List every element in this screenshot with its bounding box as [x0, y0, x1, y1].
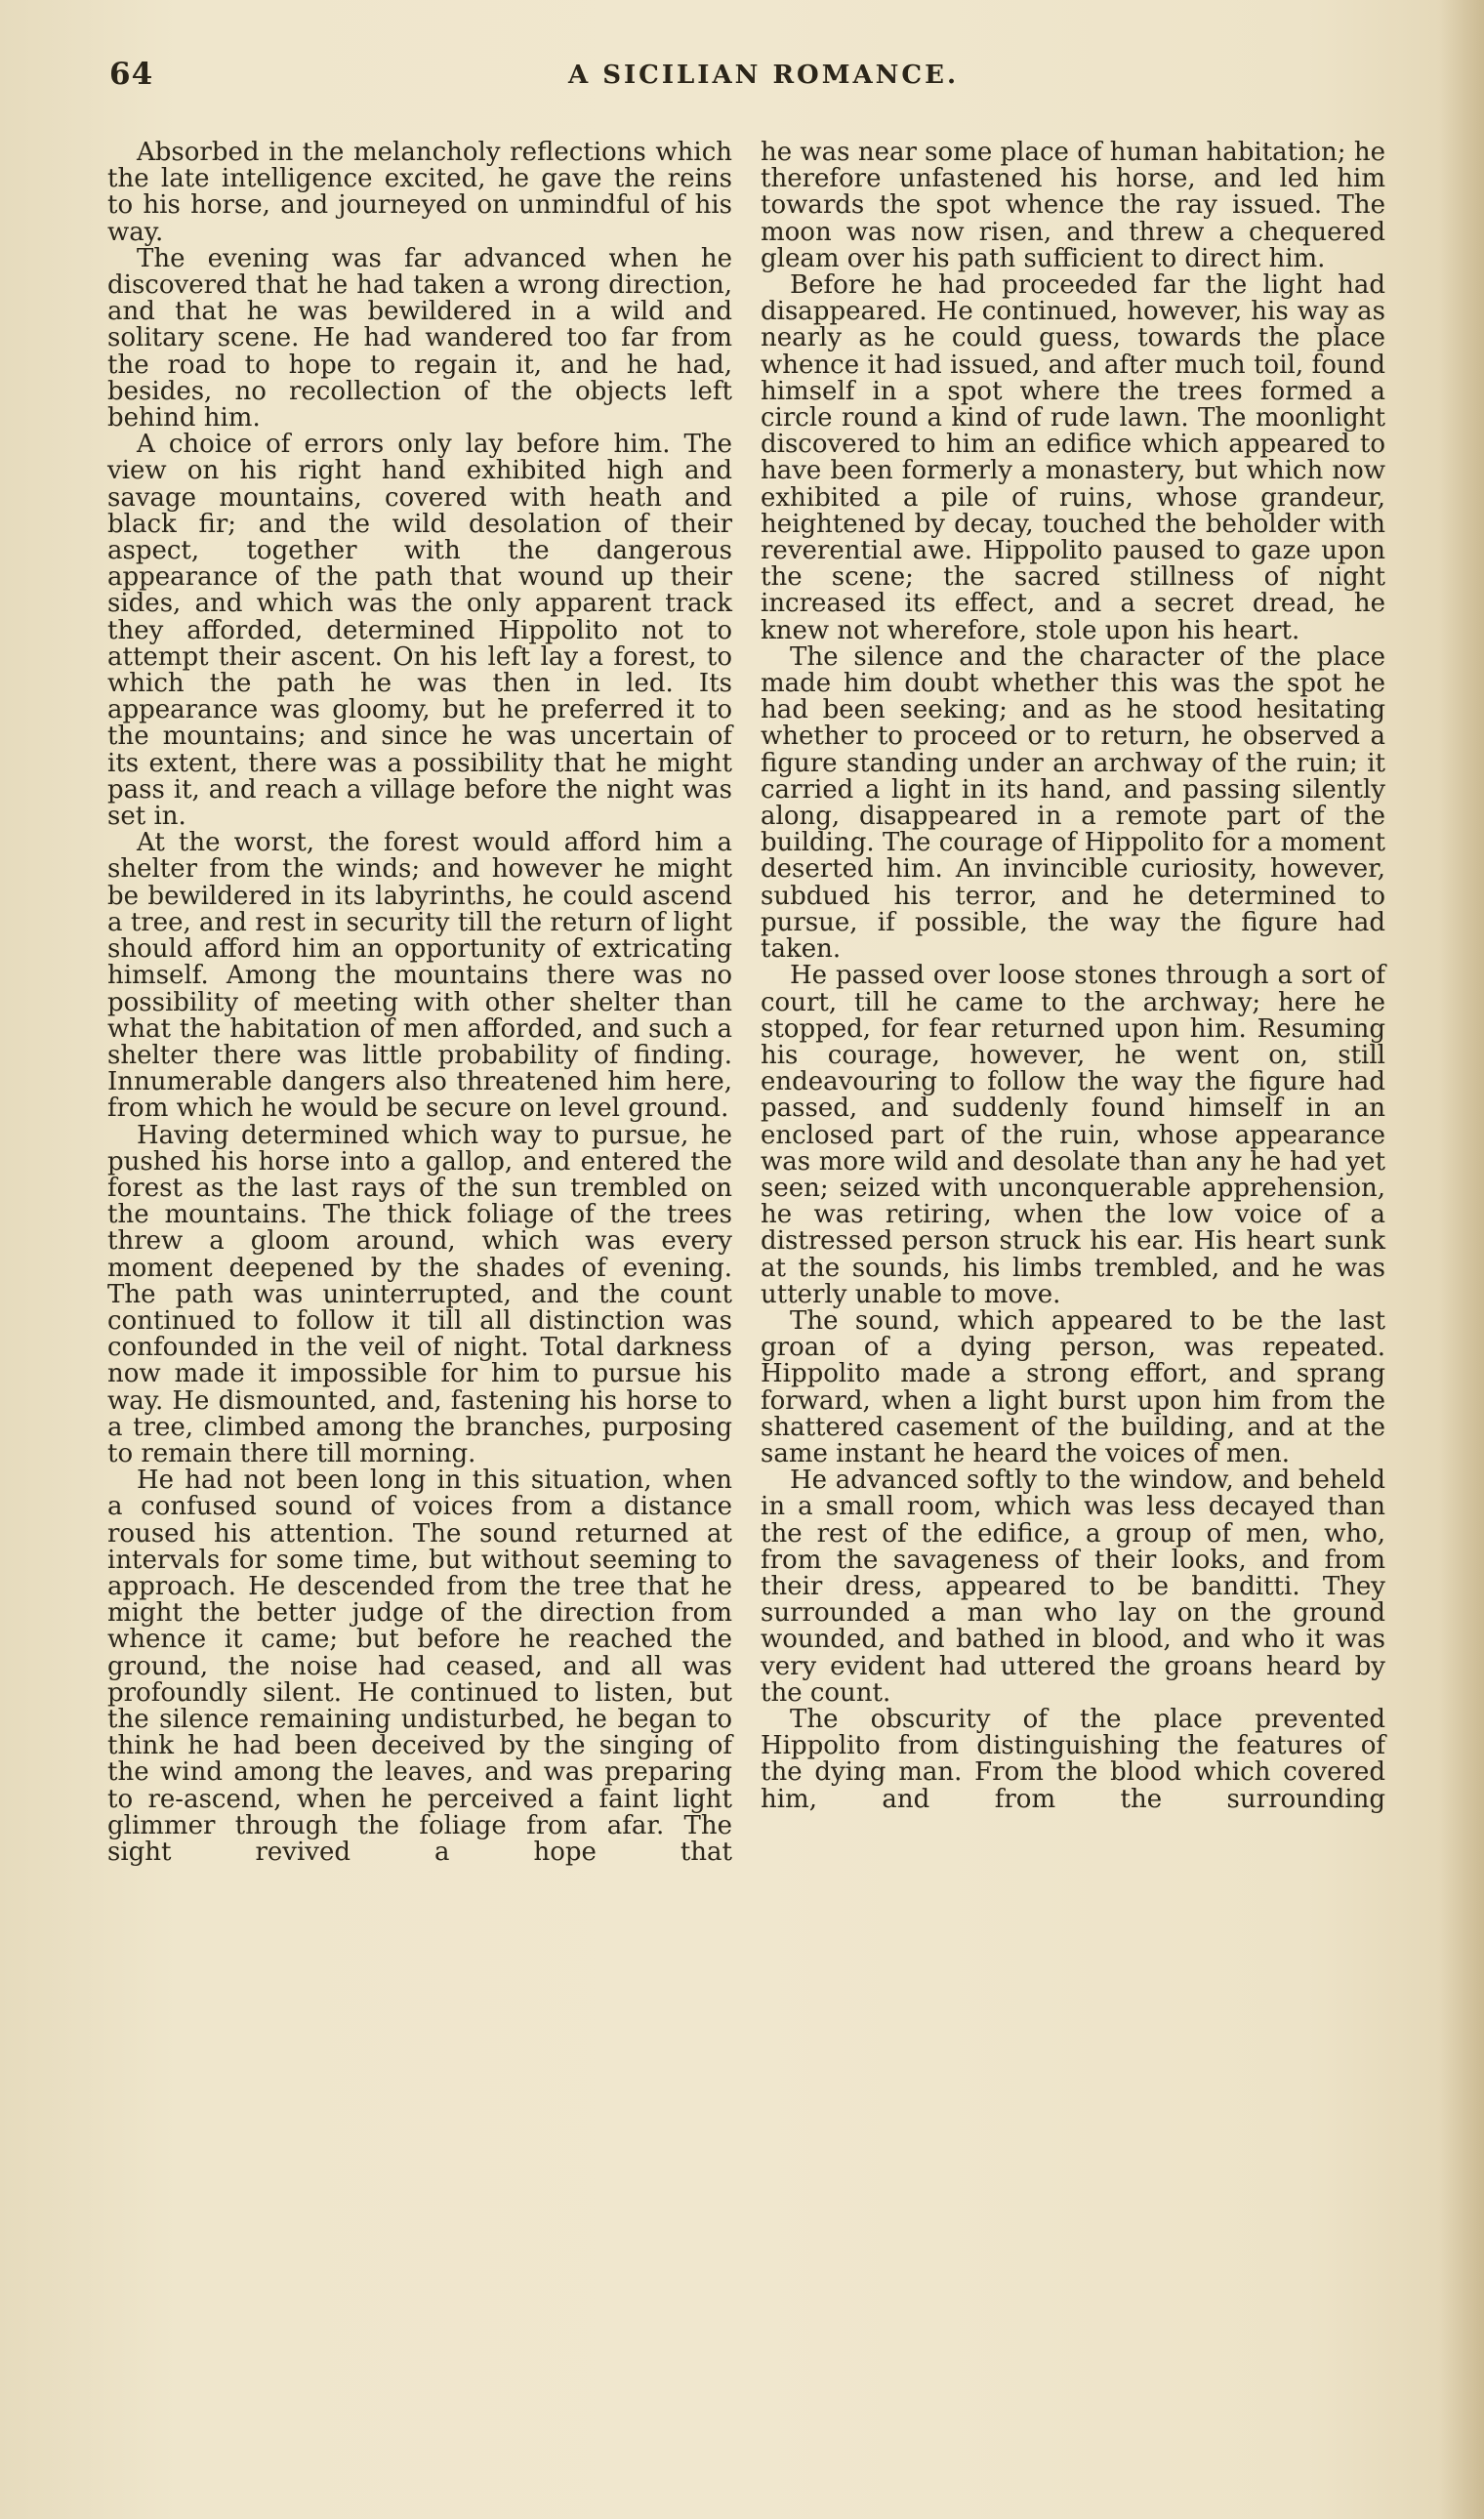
paragraph: He had not been long in this situation, when a confused sound of voices from a distance roused his attention. The sound returned at intervals for some time, but without seeming to approach. He descended from the tree that he might the better judge of the direction from whence it came; but before he reached the ground, the noise had ceased, and all was profoundly silent. He continued to listen, but the silence remaining undisturbed, he began to think he had been deceived by the singing of the wind among the leaves, and was preparing to re-ascend, when he perceived a faint light glimmer through the foliage from afar. The sight revived a hope that: [107, 1466, 732, 1867]
page-number: 64: [109, 57, 154, 92]
left-column: [107, 140, 732, 1866]
paragraph: The silence and the character of the place made him doubt whether this was the spot he had been seeking; and as he stood hesitating whether to proceed or to return, he observed a figure standing under an archway of the ruin; it carried a light in its hand, and passing silently along, disappeared in a remote part of the building. The courage of Hippolito for a moment deserted him. An invincible curiosity, however, subdued his terror, and he determined to pursue, if possible, the way the figure had taken.: [761, 641, 1385, 965]
paragraph: Absorbed in the melancholy reflections which the late intelligence excited, he gave the reins to his horse, and journeyed on unmindful of his way.: [107, 138, 732, 247]
paragraph: He passed over loose stones through a sort of court, till he came to the archway; here he stopped, for fear returned upon him. Resuming his courage, however, he went on, still endeavouring to follow the way the figure had passed, and suddenly found himself in an enclosed part of the ruin, whose appearance was more wild and desolate than any he had yet seen; seized with unconquerable apprehension, he was retiring, when the low voice of a distressed person struck his ear. His heart sunk at the sounds, his limbs trembled, and he was utterly unable to move.: [761, 961, 1385, 1309]
paragraph: Having determined which way to pursue, he pushed his horse into a gallop, and entered the forest as the last rays of the sun trembled on the mountains. The thick foliage of the trees threw a gloom around, which was every moment deepened by the shades of evening. The path was uninterrupted, and the count continued to follow it till all distinction was confounded in the veil of night. Total darkness now made it impossible for him to pursue his way. He dismounted, and, fastening his horse to a tree, climbed among the branches, purposing to remain there till morning.: [107, 1120, 732, 1468]
right-column: [761, 140, 1385, 1813]
paragraph: The evening was far advanced when he discovered that he had taken a wrong direction, and that he was bewildered in a wild and solitary scene. He had wandered too far from the road to hope to regain it, and he had, besides, no recollection of the objects left behind him.: [107, 243, 732, 434]
page-edge-shadow: [1439, 0, 1484, 2519]
paragraph: The sound, which appeared to be the last groan of a dying person, was repeated. Hippolito made a strong effort, and sprang forward, when a light burst upon him from the shattered casement of the building, and at the same instant he heard the voices of men.: [761, 1305, 1385, 1468]
paragraph: At the worst, the forest would afford him a shelter from the winds; and however he might be bewildered in its labyrinths, he could ascend a tree, and rest in security till the return of light should afford him an opportunity of extricating himself. Among the mountains there was no possibility of meeting with other shelter than what the habitation of men afforded, and such a shelter there was little probability of finding. Innumerable dangers also threatened him here, from which he would be secure on level ground.: [107, 828, 732, 1124]
paragraph: The obscurity of the place prevented Hippolito from distinguishing the features of the dying man. From the blood which covered him, and from the surrounding: [761, 1704, 1385, 1814]
running-title: A SICILIAN ROMANCE.: [568, 61, 959, 90]
paragraph: A choice of errors only lay before him. The view on his right hand exhibited high and savage mountains, covered with heath and black fir; and the wild desolation of their aspect, together with the dangerous appearance of the path that wound up their sides, and which was the only apparent track they afforded, determined Hippolito not to attempt their ascent. On his left lay a forest, to which the path he was then in led. Its appearance was gloomy, but he preferred it to the mountains; and since he was uncertain of its extent, there was a possibility that he might pass it, and reach a village before the night was set in.: [107, 430, 732, 832]
paragraph-continued: he was near some place of human habitation; he therefore unfastened his horse, and led him towards the spot whence the ray issued. The moon was now risen, and threw a chequered gleam over his path sufficient to direct him.: [761, 138, 1385, 273]
paragraph: He advanced softly to the window, and beheld in a small room, which was less decayed than the rest of the edifice, a group of men, who, from the savageness of their looks, and from their dress, appeared to be banditti. They surrounded a man who lay on the ground wounded, and bathed in blood, and who it was very evident had uttered the groans heard by the count.: [761, 1466, 1385, 1708]
paragraph: Before he had proceeded far the light had disappeared. He continued, however, his way as nearly as he could guess, towards the place whence it had issued, and after much toil, found himself in a spot where the trees formed a circle round a kind of rude lawn. The moonlight discovered to him an edifice which appeared to have been formerly a monastery, but which now exhibited a pile of ruins, whose grandeur, heightened by decay, touched the beholder with reverential awe. Hippolito paused to gaze upon the scene; the sacred stillness of night increased its effect, and a secret dread, he knew not wherefore, stole upon his heart.: [761, 270, 1385, 645]
